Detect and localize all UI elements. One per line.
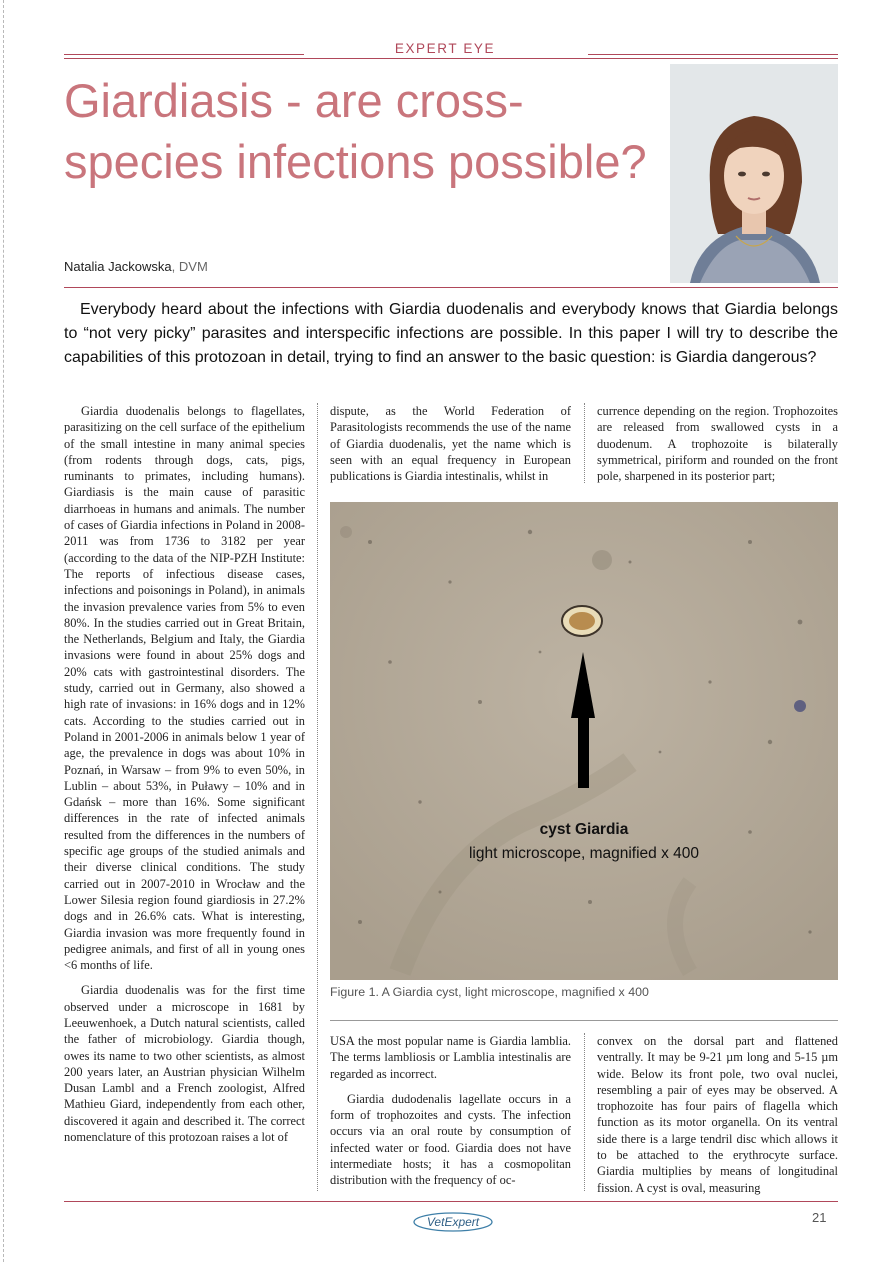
author-degree: , DVM — [171, 259, 208, 274]
column-separator-1 — [317, 403, 318, 1191]
header-rule-left — [64, 54, 304, 55]
col2-bottom-paragraph-2: Giardia dudodenalis lagellate occurs in a form of trophozoites and cysts. The infection occurs via an oral route by consumption of infected water or food. Giardia does not have intermediate hosts; it has a cosmopolitan distribution with the frequency of oc- — [330, 1091, 571, 1188]
micrograph-image — [330, 502, 838, 980]
author-name: Natalia Jackowska — [64, 259, 172, 274]
section-label: EXPERT EYE — [394, 41, 496, 56]
col2-top-text: dispute, as the World Federation of Parasitologists recommends the use of the name of Giardia duodenalis, yet the name which is seen with an equal frequency in European publications is Giardia intestinalis, whilst in — [330, 404, 571, 484]
col2-bottom-paragraph-1: USA the most popular name is Giardia lamblia. The terms lambliosis or Lamblia intestinalis are regarded as incorrect. — [330, 1034, 571, 1081]
author-line — [64, 259, 208, 274]
col1-paragraph-1: Giardia duodenalis belongs to flagellates, parasitizing on the cell surface of the epithelium of the small intestine in many animal species (from rodents through dogs, cats, pigs, ruminants to primates, including humans). Giardiasis is the main cause of parasitic diarrhoeas in humans and animals. The number of cases of Giardia infections in Poland in 2008-2011 was from 1736 to 3182 per year (according to the data of the NIP-PZH Institute: The reports of infectious disease cases, infections and poisonings in Poland), in animals the invasion prevalence varies from 5% to even 80%. In the studies carried out in Great Britain, the Netherlands, Belgium and Italy, the Giardia invasions were found in about 25% dogs and 20% cats with gastrointestinal disorders. The study, carried out in Germany, also showed a high rate of invasions: in 16% dogs and in 12% cats. According to the studies carried out in Poland in 2001-2006 in animals below 1 year of age, the prevalence in dogs was about 10% in Poznań, in Warsaw – from 9% to even 50%, in Lublin – about 53%, in Puławy – 10% and in Gdańsk – more than 16%. Some significant differences in the rate of infected animals resulted from the differences in the numbers of specific age groups of the studied animals and their diverse clinical conditions. The study carried out in 2007-2010 in Wrocław and the Lower Silesia region found giardiosis in 27.2% dogs and in 26.6% cats. What is interesting, Giardia invasion was more frequently found in pedigree animals, and first of all in young ones <6 months of life. — [64, 404, 305, 973]
lead-paragraph: Everybody heard about the infections with Giardia duodenalis and everybody knows that Giardia belongs to “not very picky” parasites and interspecific infections are possible. In this paper I will try to describe the capabilities of this protozoan in detail, trying to find an answer to the basic question: is Giardia dangerous? — [64, 301, 838, 366]
figure-caption: Figure 1. A Giardia cyst, light microscope, magnified x 400 — [330, 985, 649, 999]
header-rule-under — [64, 58, 838, 59]
article-title: Giardiasis - are cross-species infections possible? — [64, 74, 647, 188]
microscope-figure — [330, 502, 838, 980]
author-portrait — [670, 64, 838, 283]
page-edge-guide — [3, 0, 4, 1262]
footer-rule — [64, 1201, 838, 1202]
page-number: 21 — [812, 1210, 827, 1225]
column-separator-2-top — [584, 403, 585, 483]
column-2-bottom — [330, 1033, 571, 1189]
vetexpert-logo-mark — [412, 1211, 494, 1233]
header-rule-right — [588, 54, 838, 55]
logo-text: VetExpert — [426, 1215, 480, 1229]
vetexpert-logo — [412, 1211, 494, 1233]
column-1 — [64, 403, 305, 1145]
col3-bottom-text: convex on the dorsal part and flattened ventrally. It may be 9-21 µm long and 5-15 µm wide. Below its front pole, two oval nuclei, resembling a pair of eyes may be observed. A trophozoite has four pairs of flagella which function as its motor organella. On its ventral side there is a large tendril disc which allows it to be attached to the erythrocyte surface. Giardia multiplies by means of longitudinal fission. A cyst is oval, measuring — [597, 1034, 838, 1195]
figure-label-title: cyst Giardia — [539, 821, 629, 838]
column-3-bottom — [597, 1033, 838, 1196]
figure-label-subtitle: light microscope, magnified x 400 — [468, 845, 700, 862]
col3-top-text: currence depending on the region. Trophozoites are released from swallowed cysts in a duodenum. A trophozoite is bilaterally symmetrical, piriform and rounded on the front pole, sharpened in its posterior part; — [597, 404, 838, 484]
figure-bottom-rule — [330, 1020, 838, 1021]
column-3-top — [597, 403, 838, 484]
column-2-top — [330, 403, 571, 484]
portrait-illustration — [670, 64, 838, 283]
col1-paragraph-2: Giardia duodenalis was for the first time observed under a microscope in 1681 by Leeuwenhoek, a Dutch natural scientists, called the father of microbiology. Giardia though, owes its name to two other scientists, as almost 200 years later, an Austrian physician Wilhelm Dusan Lambl and a French zoologist, Alfred Mathieu Giard, independently from each other, discovered it again and described it. The correct nomenclature of this protozoan raises a lot of — [64, 983, 305, 1145]
column-separator-2-bottom — [584, 1033, 585, 1191]
title-rule — [64, 287, 838, 288]
